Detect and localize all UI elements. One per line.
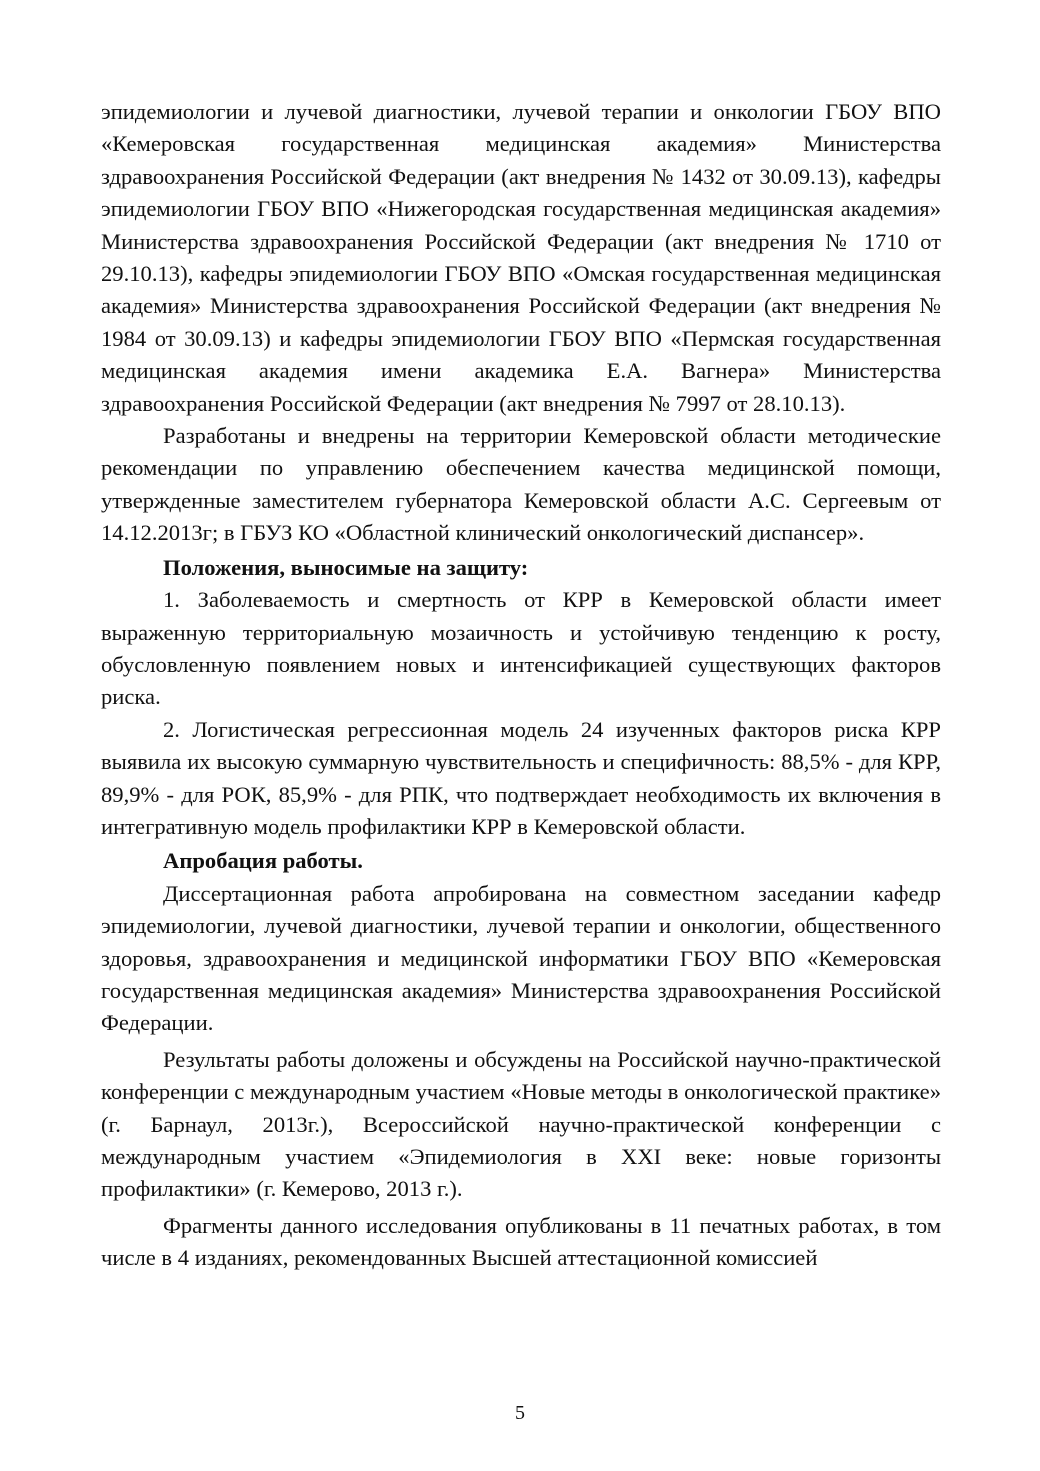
paragraph-approbation: Диссертационная работа апробирована на совместном заседании кафедр эпидемиологии, лучевой диагностики, лучевой терапии и онкологии, общественного здоровья, здравоохранения и медицинской информатики ГБОУ ВПО «Кемеровская государственная медицинская академия» Министерства здравоохранения Российской Федерации. xyxy=(101,880,941,1036)
list-item-provision-2: 2. Логистическая регрессионная модель 24 изученных факторов риска КРР выявила их высокую суммарную чувствительность и специфичность: 88,5% - для КРР, 89,9% - для РОК, 85,9% - для РПК, что подтверждает необходимость их включения в интегративную модель профилактики КРР в Кемеровской области. xyxy=(101,716,941,839)
paragraph-conference-results: Результаты работы доложены и обсуждены на Российской научно-практической конференции с международным участием «Новые методы в онкологической практике» (г. Барнаул, 2013г.), Всероссийской научно-практической конференции с международным участием «Эпидемиология в XXI веке: новые горизонты профилактики» (г. Кемерово, 2013 г.). xyxy=(101,1046,941,1202)
document-page xyxy=(101,96,941,1275)
heading-defense-provisions: Положения, выносимые на защиту: xyxy=(163,554,529,580)
paragraph-implementation-acts: эпидемиологии и лучевой диагностики, лучевой терапии и онкологии ГБОУ ВПО «Кемеровская государственная медицинская академия» Министерства здравоохранения Российской Федерации (акт внедрения № 1432 от 30.09.13), кафедры эпидемиологии ГБОУ ВПО «Нижегородская государственная медицинская академия» Министерства здравоохранения Российской Федерации (акт внедрения № 1710 от 29.10.13), кафедры эпидемиологии ГБОУ ВПО «Омская государственная медицинская академия» Министерства здравоохранения Российской Федерации (акт внедрения № 1984 от 30.09.13) и кафедры эпидемиологии ГБОУ ВПО «Пермская государственная медицинская академия имени академика Е.А. Вагнера» Министерства здравоохранения Российской Федерации (акт внедрения № 7997 от 28.10.13). xyxy=(101,99,941,416)
paragraph-methodical-recommendations: Разработаны и внедрены на территории Кемеровской области методические рекомендации по управлению обеспечением качества медицинской помощи, утвержденные заместителем губернатора Кемеровской области А.С. Сергеевым от 14.12.2013г; в ГБУЗ КО «Областной клинический онкологический диспансер». xyxy=(101,423,941,546)
paragraph-publications: Фрагменты данного исследования опубликованы в 11 печатных работах, в том числе в 4 изданиях, рекомендованных Высшей аттестационной комиссией xyxy=(101,1212,941,1271)
page-number: 5 xyxy=(515,1402,525,1424)
heading-approbation: Апробация работы. xyxy=(163,848,363,874)
list-item-provision-1: 1. Заболеваемость и смертность от КРР в Кемеровской области имеет выраженную территориальную мозаичность и устойчивую тенденцию к росту, обусловленную появлением новых и интенсификацией существующих факторов риска. xyxy=(101,587,941,710)
